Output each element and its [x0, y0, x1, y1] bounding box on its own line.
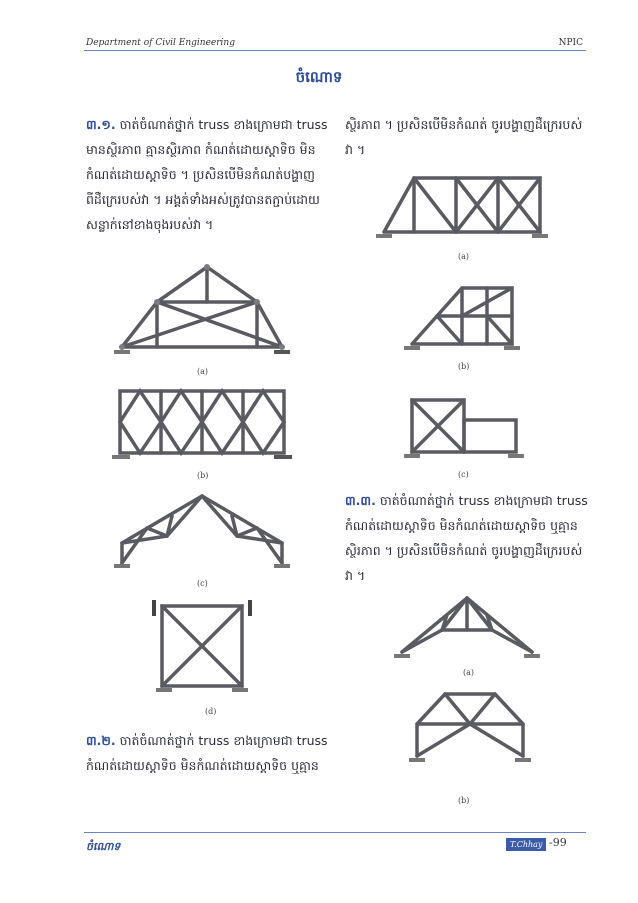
- problem-text-line: វា ។: [345, 142, 366, 157]
- problem-number: ៣.១.: [86, 117, 116, 132]
- truss-figure-right3-a: [392, 590, 542, 665]
- problem-text-line: មានស្ថិរភាព គ្មានស្ថិរភាព កំណត់ដោយស្តាទិច មិន: [86, 142, 316, 157]
- footer-page-number: -99: [549, 836, 567, 849]
- problem-text-line: ពីដឺក្រេរបស់វា ។ អង្គត់ទាំងអស់ត្រូវបានតភ្ជាប់ដោយ: [86, 192, 320, 207]
- problem-text-line: កំណត់ដោយស្តាទិច ។ ប្រសិនបើមិនកំណត់បង្ហាញ: [86, 167, 315, 182]
- caption-right3-a: (a): [463, 668, 475, 677]
- problem-text-line: សន្លាក់នៅខាងចុងរបស់វា ។: [86, 217, 214, 232]
- truss-figure-right2-a: [372, 168, 552, 246]
- caption-right2-c: (c): [458, 470, 469, 479]
- footer-author-badge: T.Chhay: [506, 838, 546, 851]
- problem-text-line: ស្ថិរភាព ។ ប្រសិនបើមិនកំណត់ ចូរបង្ហាញដឺក្រេរបស់: [345, 543, 583, 558]
- caption-left-d: (d): [205, 707, 217, 716]
- problem-text-line: ស្ថិរភាព ។ ប្រសិនបើមិនកំណត់ ចូរបង្ហាញដឺក្រេរបស់: [345, 117, 583, 132]
- caption-left-c: (c): [197, 579, 208, 588]
- truss-figure-right2-b: [400, 280, 530, 358]
- problem-3-2: [86, 728, 328, 778]
- problem-text-line: ចាត់ចំណាត់ថ្នាក់ truss ខាងក្រោមជា truss: [119, 733, 328, 748]
- truss-figure-left-d: [150, 598, 254, 698]
- problem-text-line: ចាត់ចំណាត់ថ្នាក់ truss ខាងក្រោមជា truss: [119, 117, 328, 132]
- problem-text-line: វា ។: [345, 568, 366, 583]
- caption-left-b: (b): [197, 471, 209, 480]
- truss-figure-left-a: [112, 262, 292, 362]
- problem-3-3: [345, 488, 588, 588]
- page-title: ចំណោទ: [295, 68, 343, 86]
- truss-figure-left-c: [112, 488, 292, 573]
- footer-rule: [84, 832, 586, 833]
- caption-right2-b: (b): [458, 362, 470, 371]
- problem-3-1: [86, 112, 328, 237]
- caption-left-a: (a): [197, 367, 209, 376]
- problem-number: ៣.៣.: [345, 493, 376, 508]
- header-department: Department of Civil Engineering: [86, 38, 235, 48]
- truss-figure-right3-b: [405, 688, 535, 770]
- caption-right2-a: (a): [458, 252, 470, 261]
- header-rule: [84, 50, 586, 51]
- problem-text-line: កំណត់ដោយស្តាទិច មិនកំណត់ដោយស្តាទិច ឬគ្មាន: [86, 758, 319, 773]
- problem-text-line: ចាត់ចំណាត់ថ្នាក់ truss ខាងក្រោមជា truss: [379, 493, 588, 508]
- truss-figure-right2-c: [400, 392, 530, 464]
- truss-figure-left-b: [112, 385, 292, 465]
- footer-chapter-label: ចំណោទ: [86, 840, 121, 853]
- problem-number: ៣.២.: [86, 733, 116, 748]
- caption-right3-b: (b): [458, 796, 470, 805]
- problem-text-line: កំណត់ដោយស្តាទិច មិនកំណត់ដោយស្តាទិច ឬគ្មាន: [345, 518, 578, 533]
- problem-3-2-continued: [345, 112, 582, 162]
- header-institute: NPIC: [558, 38, 583, 48]
